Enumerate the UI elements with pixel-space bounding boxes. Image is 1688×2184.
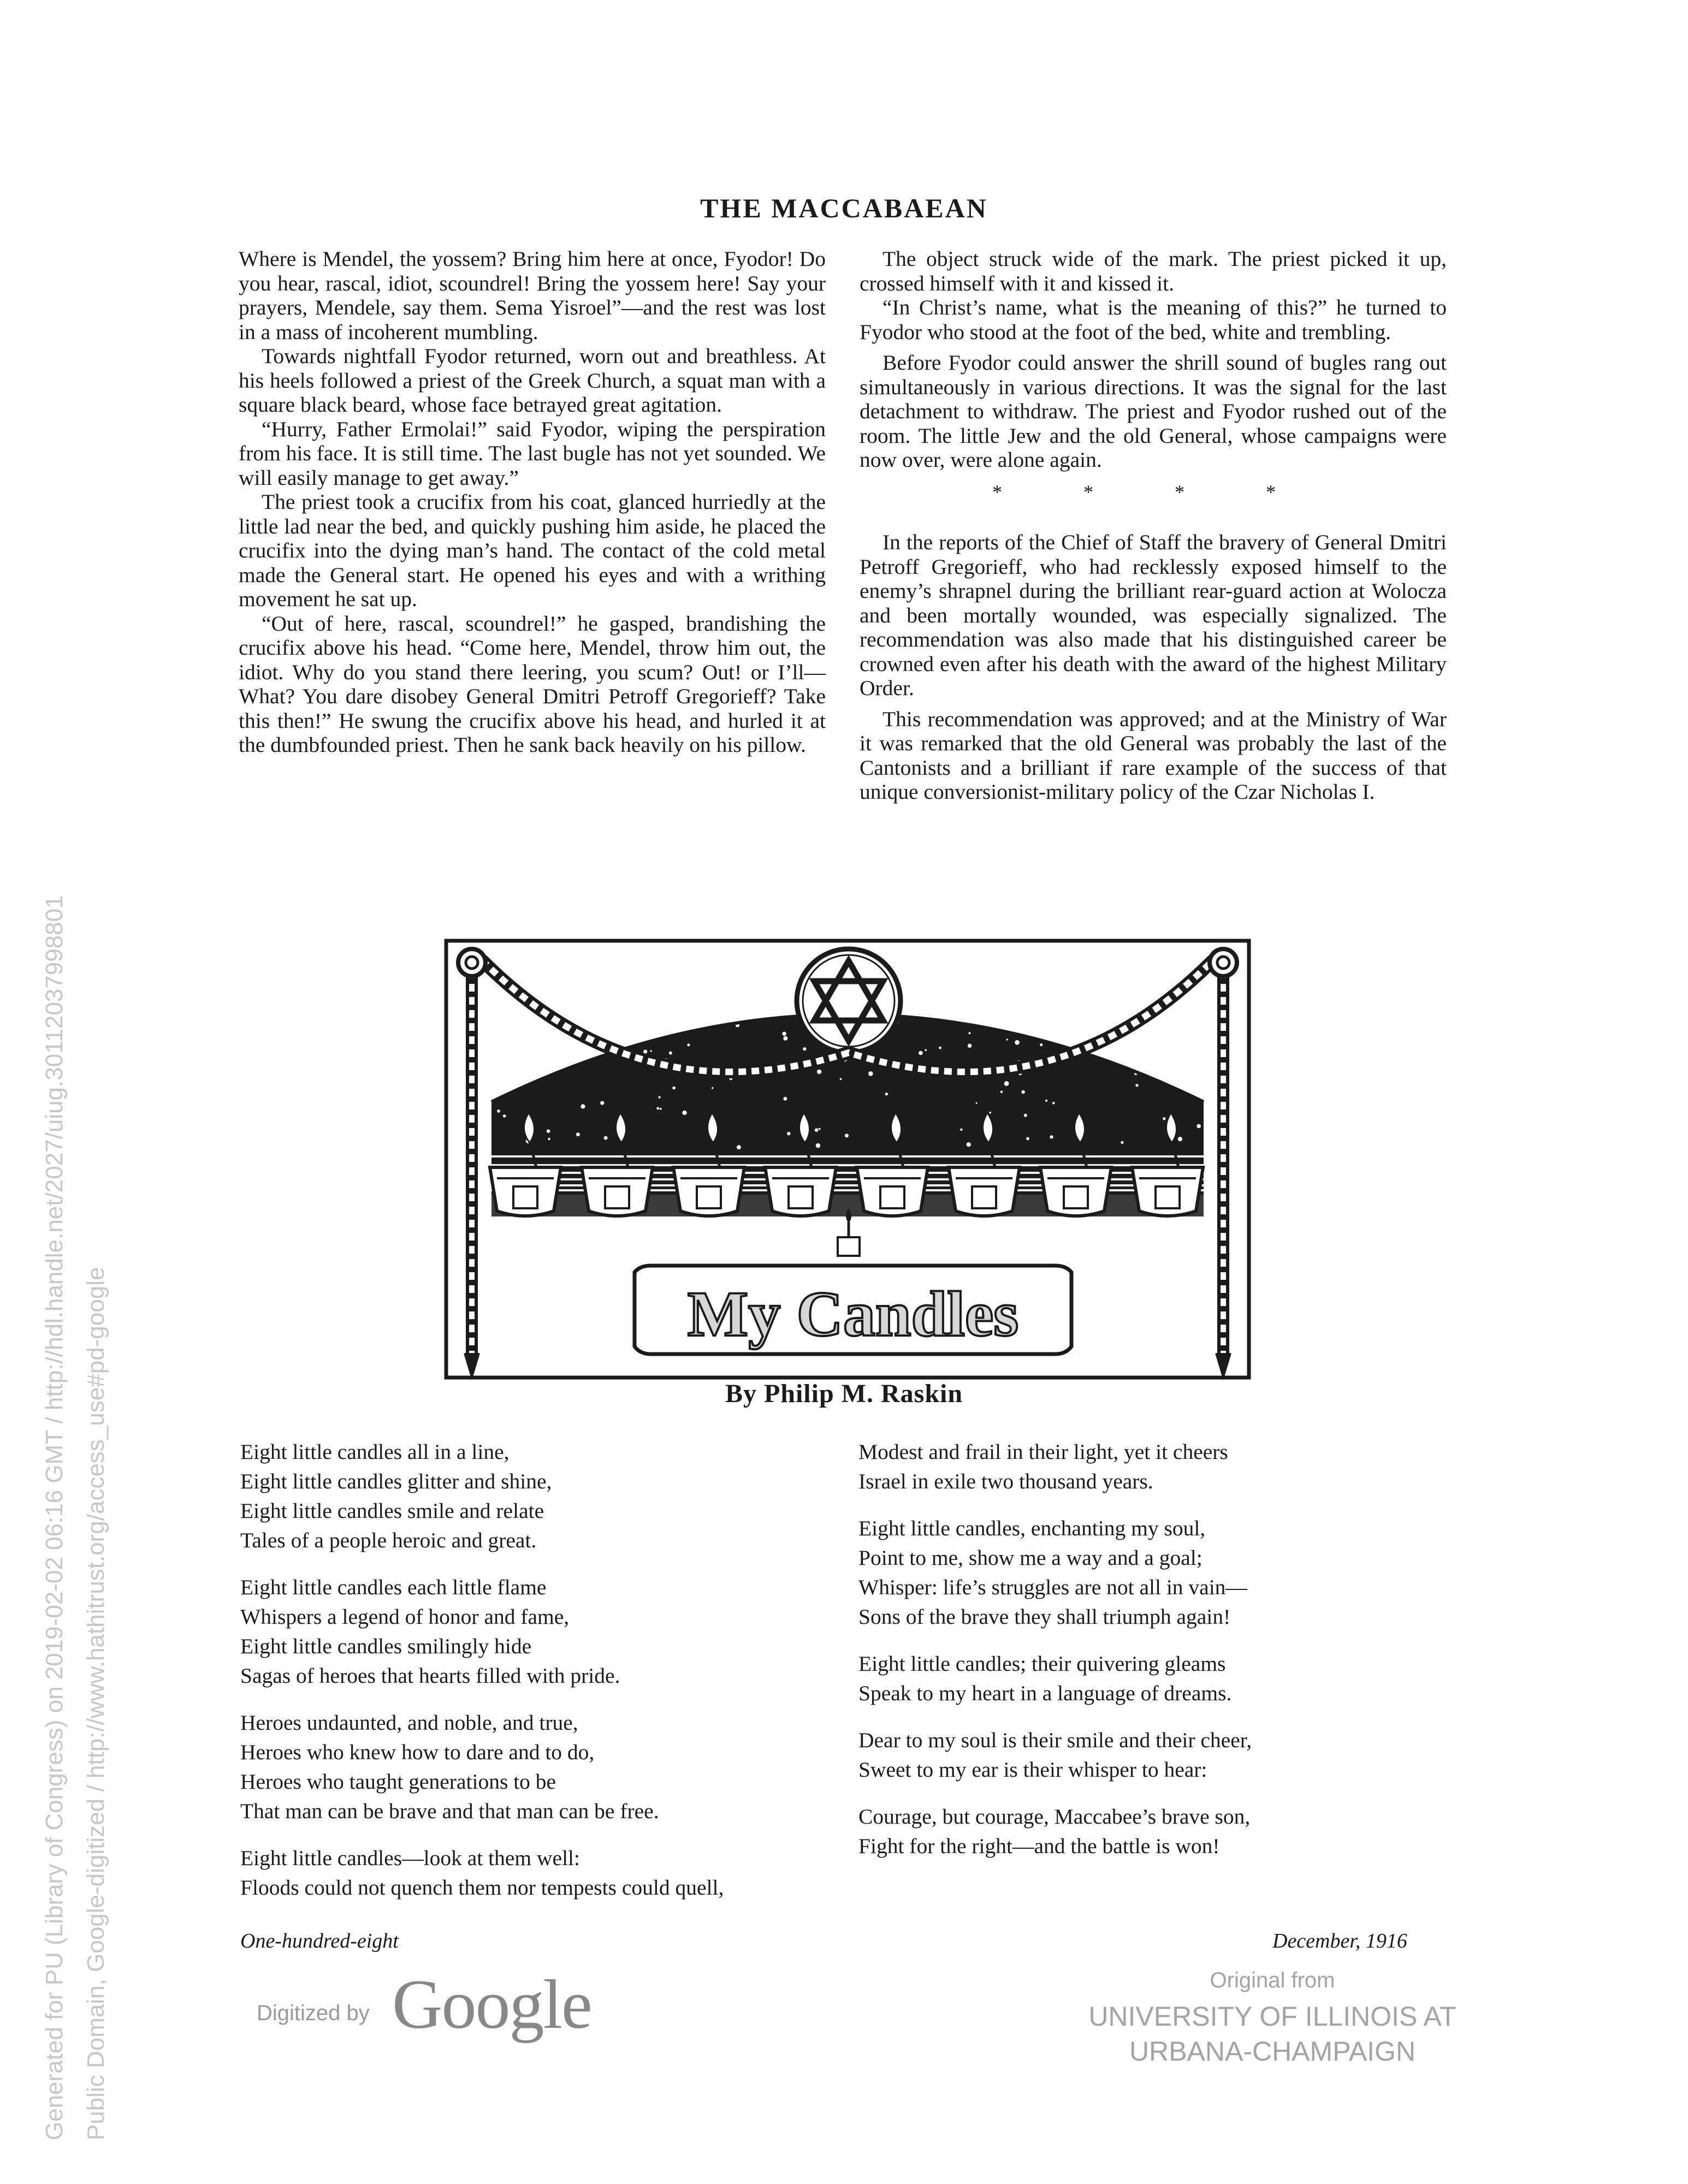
star-icon [960,1129,962,1131]
poem-line: Eight little candles each little flame [240,1575,547,1599]
my-candles-illustration [443,938,1252,1380]
poem-line: Eight little candles; their quivering gleams [858,1652,1226,1676]
star-icon [1052,1102,1055,1105]
running-title: THE MACCABAEAN [700,193,988,223]
star-icon [548,1138,550,1140]
paragraph: The object struck wide of the mark. The priest picked it up, crossed himself with it and kissed it. [860,247,1447,295]
poem-line: Sweet to my ear is their whisper to hear: [858,1758,1207,1782]
watermark-line: Generated for PU (Library of Congress) on 2019-02-02 06:16 GMT / http://hdl.handle.net/2027/uiug.30112037998801 [41,895,68,2140]
star-icon [1050,1135,1053,1138]
star-icon [672,1087,676,1090]
paragraph: The priest took a crucifix from his coat, glanced hurriedly at the little lad near the bed, and quickly pushing him aside, he placed the crucifix into the dying man’s hand. The contact of the cold metal made the General start. He opened his eyes and with a writhing movement he sat up. [239,490,826,611]
poem-stanza [858,1802,1405,1861]
star-icon [1045,1100,1047,1102]
star-icon [939,1047,941,1049]
star-icon [643,1050,647,1054]
star-icon [787,1132,790,1135]
star-icon [925,1049,927,1052]
institution-line: UNIVERSITY OF ILLINOIS AT [1088,2001,1456,2032]
story-column-right [860,247,1447,804]
poem-stanza [858,1649,1405,1708]
star-icon [1024,1114,1027,1117]
star-icon [682,1111,686,1115]
star-icon [1163,1117,1165,1120]
poem-line: Heroes who taught generations to be [240,1770,556,1794]
poem-line: Dear to my soul is their smile and their cheer, [858,1728,1252,1752]
poem-line: Fight for the right—and the battle is won! [858,1834,1220,1858]
star-icon [1040,1043,1043,1046]
paragraph: This recommendation was approved; and at the Ministry of War it was remarked that the old General was probably the last of the Cantonists and a brilliant if rare example of the success of that unique conversionist-military policy of the Czar Nicholas I. [860,707,1447,804]
star-icon [967,1142,971,1147]
star-icon [885,1093,888,1095]
poem-line: Israel in exile two thousand years. [858,1469,1153,1493]
star-icon [1121,1141,1123,1144]
star-icon [604,1136,608,1140]
digitized-by-label: Digitized by [257,2001,370,2025]
star-icon [968,1032,970,1034]
issue-date: December, 1916 [1272,1930,1407,1952]
star-icon [1015,1040,1020,1045]
star-icon [782,1032,786,1036]
poem-byline: By Philip M. Raskin [725,1379,963,1408]
poem-line: That man can be brave and that man can be free. [240,1799,659,1823]
poem-line: Eight little candles, enchanting my soul, [858,1516,1206,1540]
poem-column-left [240,1437,852,1920]
star-icon [1135,1084,1138,1087]
star-icon [1006,1038,1008,1040]
poem-line: Courage, but courage, Maccabee’s brave son, [858,1805,1251,1829]
section-break: * * * * [992,480,1314,503]
page-number: One-hundred-eight [240,1930,399,1952]
star-icon [547,1129,550,1133]
star-icon [976,1102,978,1104]
star-icon [656,1107,659,1110]
poem-stanza [858,1514,1405,1631]
poem-line: Floods could not quench them nor tempests could quell, [240,1876,724,1900]
star-icon [1026,1137,1029,1141]
star-icon [819,1128,821,1130]
star-icon [784,1097,787,1101]
poem-line: Modest and frail in their light, yet it cheers [858,1440,1228,1464]
poem-stanza [858,1437,1405,1496]
poem-line: Eight little candles smilingly hide [240,1634,532,1658]
star-icon [659,1096,661,1099]
star-icon [660,1108,662,1110]
paragraph: “Hurry, Father Ermolai!” said Fyodor, wiping the perspiration from his face. It is still time. The last bugle has not yet sounded. We will easily manage to get away.” [239,417,826,490]
star-icon [687,1043,690,1046]
star-icon [1004,1081,1009,1086]
star-icon [845,1133,849,1137]
paragraph: In the reports of the Chief of Staff the bravery of General Dmitri Petroff Gregorieff, who had recklessly exposed himself to the enemy’s shrapnel during the brilliant rear-guard action at Wolocza and been mortally wounded, was especially signalized. The recommendation was also made that his distinguished career be crowned even after his death with the award of the highest Military Order. [860,530,1447,700]
poem-line: Eight little candles glitter and shine, [240,1469,552,1493]
watermark-line: Public Domain, Google-digitized / http://www.hathitrust.org/access_use#pd-google [82,1267,109,2140]
poem-line: Heroes who knew how to dare and to do, [240,1740,595,1764]
story-column-left [239,247,826,757]
star-icon [968,1044,972,1048]
poem-stanza [858,1725,1405,1784]
star-icon [816,1143,820,1148]
star-icon [600,1101,604,1105]
poem-stanza [240,1572,852,1690]
star-icon [503,1114,506,1118]
star-icon [1197,1124,1201,1129]
paragraph: Where is Mendel, the yossem? Bring him here at once, Fyodor! Do you hear, rascal, idiot, scoundrel! Bring the yossem here! Say your prayers, Mendele, say them. Sema Yisroel”—and the rest was lost in a mass of incoherent mumbling. [239,247,826,344]
star-icon [1178,1137,1182,1141]
star-icon [669,1052,672,1055]
poem-line: Point to me, show me a way and a goal; [858,1546,1203,1570]
paragraph: “Out of here, rascal, scoundrel!” he gasped, brandishing the crucifix above his head. “Come here, Mendel, throw him out, the idiot. Why do you stand there leering, you scum? Out! or I’ll—What? You dare disobey General Dmitri Petroff Gregorieff? Take this then!” He swung the crucifix above his head, and hurled it at the dumbfounded priest. Then he sank back heavily on his pillow. [239,611,826,757]
poem-line: Eight little candles all in a line, [240,1440,510,1464]
star-icon [581,1104,585,1108]
paragraph: Towards nightfall Fyodor returned, worn out and breathless. At his heels followed a priest of the Greek Church, a squat man with a square black beard, whose face betrayed great agitation. [239,344,826,417]
star-icon [712,1087,713,1089]
poem-line: Heroes undaunted, and noble, and true, [240,1711,578,1735]
google-logo: Google [392,1966,591,2043]
star-icon [1000,1091,1003,1094]
star-icon [989,1112,991,1114]
star-icon [803,1047,806,1051]
side-watermark [34,895,117,2140]
poem-line: Whispers a legend of honor and fame, [240,1605,570,1629]
poem-line: Whisper: life’s struggles are not all in vain— [858,1575,1247,1599]
star-icon [576,1132,580,1136]
poem-line: Eight little candles smile and relate [240,1499,544,1523]
star-icon [783,1036,787,1041]
star-icon [919,1051,923,1055]
poem-line: Eight little candles—look at them well: [240,1846,580,1870]
original-from-label: Original from [1210,1968,1335,1992]
poem-line: Sons of the brave they shall triumph again! [858,1605,1231,1629]
institution-line: URBANA-CHAMPAIGN [1129,2036,1416,2067]
shield-of-david-icon [797,949,901,1053]
star-icon [497,1109,500,1113]
poem-line: Speak to my heart in a language of dreams. [858,1681,1232,1705]
poem-stanza [240,1437,852,1555]
poem-line: Sagas of heroes that hearts filled with pride. [240,1664,620,1688]
poem-title: My Candles [687,1278,1019,1350]
star-icon [1021,1090,1024,1094]
star-icon [737,1145,741,1149]
poem-stanza [240,1843,852,1902]
star-icon [840,1078,842,1080]
star-icon [650,1050,652,1052]
star-icon [868,1071,873,1076]
poem-column-right [858,1437,1405,1878]
star-icon [817,1070,821,1074]
paragraph: “In Christ’s name, what is the meaning of this?” he turned to Fyodor who stood at the foot of the bed, white and trembling. [860,295,1447,344]
paragraph: Before Fyodor could answer the shrill sound of bugles rang out simultaneously in various directions. It was the signal for the last detachment to withdraw. The priest and Fyodor rushed out of the room. The little Jew and the old General, whose campaigns were now over, were alone again. [860,351,1447,472]
star-icon [815,1128,819,1132]
poem-line: Tales of a people heroic and great. [240,1528,537,1552]
poem-stanza [240,1708,852,1826]
